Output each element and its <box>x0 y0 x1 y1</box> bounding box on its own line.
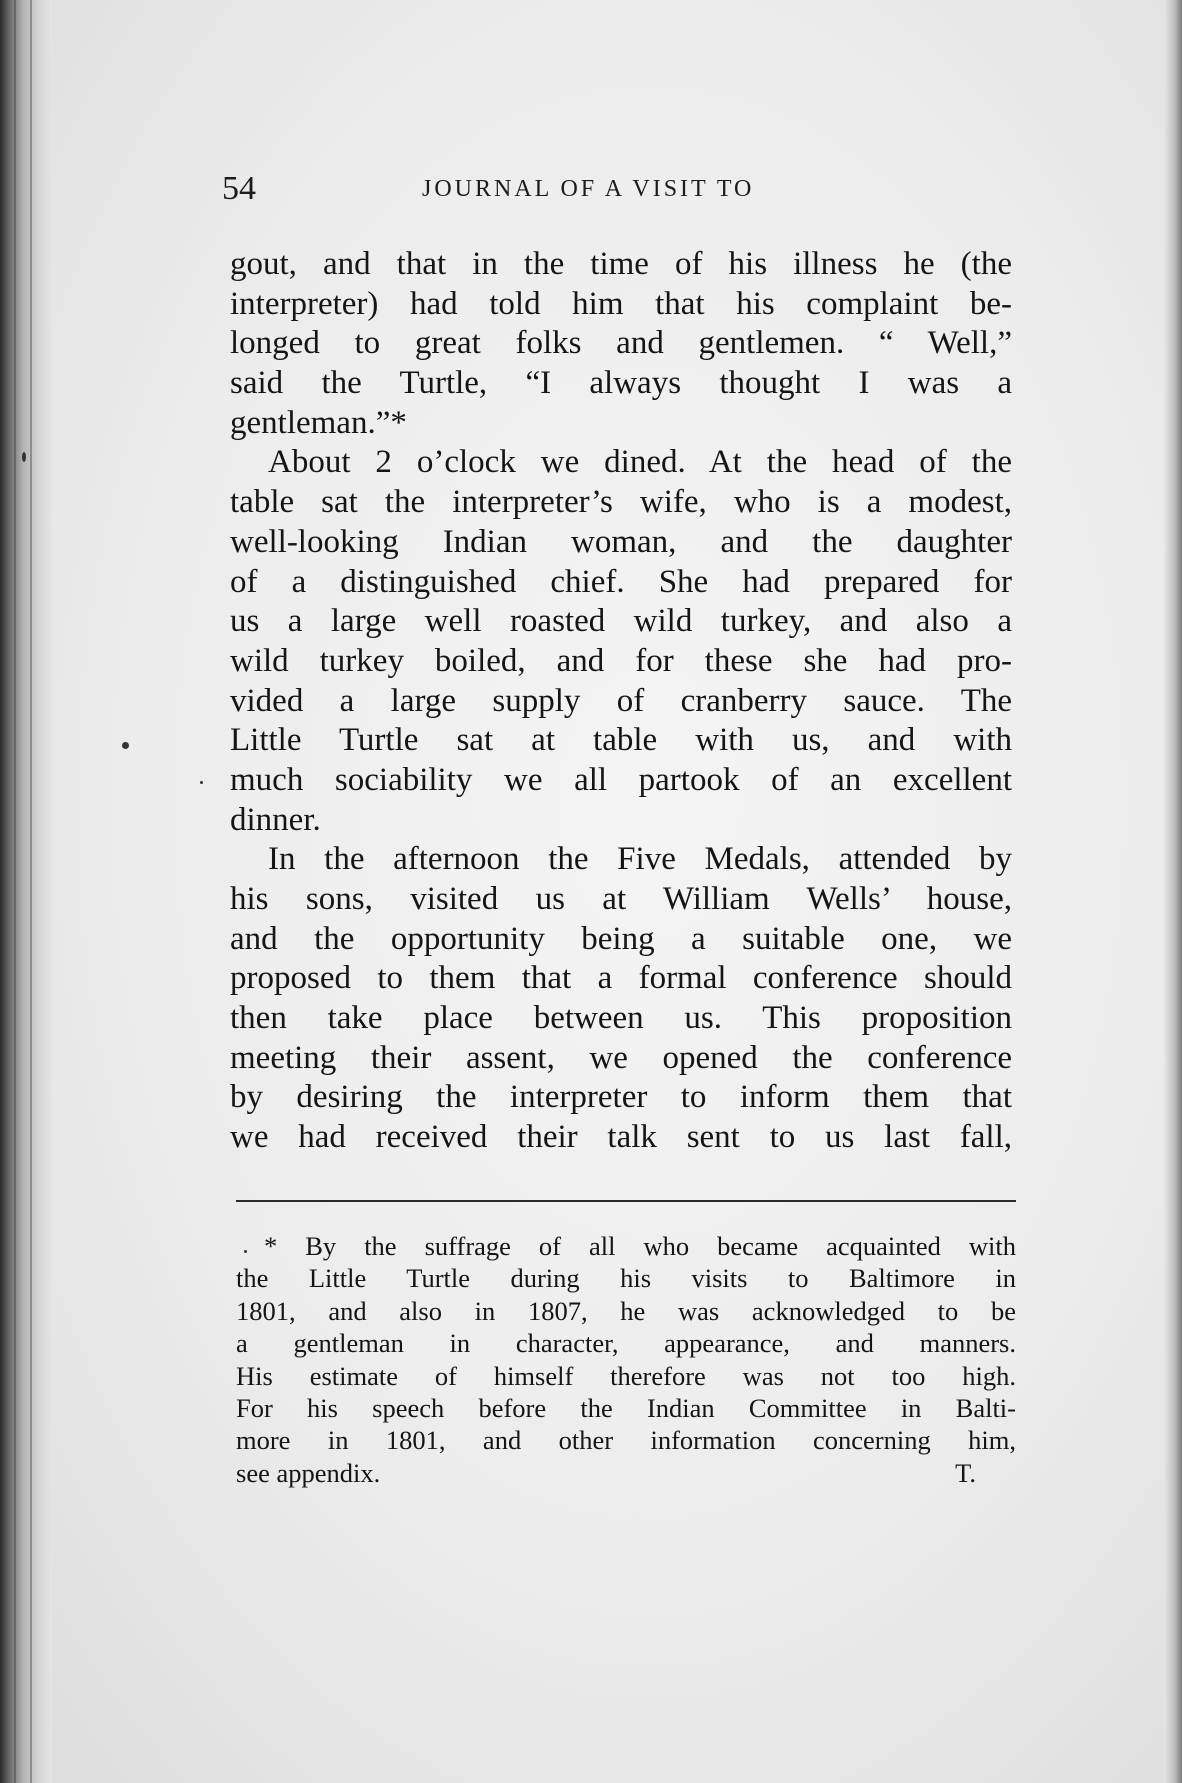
footnote-line: For his speech before the Indian Committee in Balti- <box>236 1392 1016 1423</box>
text-line: gentleman.”* <box>230 404 407 441</box>
text-line: dinner. <box>230 801 321 838</box>
spine-crease <box>30 0 32 1783</box>
text-line: said the Turtle, “I always thought I was a <box>230 365 1012 402</box>
text-line: Little Turtle sat at table with us, and with <box>230 722 1012 759</box>
text-line: proposed to them that a formal conference should <box>230 960 1012 997</box>
text-line: wild turkey boiled, and for these she had pro- <box>230 642 1012 679</box>
footnote-line: His estimate of himself therefore was not too high. <box>236 1360 1016 1391</box>
page-header <box>222 170 1014 218</box>
footnote-rule <box>236 1200 1016 1202</box>
page-number: 54 <box>222 170 256 207</box>
text-line: and the opportunity being a suitable one, we <box>230 920 1012 957</box>
text-line: then take place between us. This proposition <box>230 1000 1012 1037</box>
paper-speck <box>122 742 129 749</box>
text-line: gout, and that in the time of his illness he (the <box>230 246 1012 282</box>
text-line: In the afternoon the Five Medals, attended by <box>268 841 1012 878</box>
text-line: of a distinguished chief. She had prepared for <box>230 563 1012 600</box>
footnote-line: more in 1801, and other information concerning him, <box>236 1425 1016 1456</box>
footnote-line: 1801, and also in 1807, he was acknowledged to be <box>236 1295 1016 1326</box>
text-line: by desiring the interpreter to inform them that <box>230 1079 1012 1116</box>
footnote-line: the Little Turtle during his visits to Baltimore in <box>236 1263 1016 1294</box>
paper-speck <box>22 452 26 462</box>
text-line: much sociability we all partook of an excellent <box>230 761 1012 798</box>
footnote-signature: T. <box>955 1457 976 1488</box>
text-line: table sat the interpreter’s wife, who is a modest, <box>230 484 1012 521</box>
book-spine-shadow <box>0 0 52 1783</box>
footnote-line: * By the suffrage of all who became acquainted with <box>264 1231 1016 1261</box>
footnote <box>236 1230 1016 1489</box>
body-text <box>230 245 1012 1158</box>
paper-speck <box>244 1250 247 1253</box>
text-line: longed to great folks and gentlemen. “ Well,” <box>230 325 1012 362</box>
running-head: JOURNAL OF A VISIT TO <box>422 176 755 202</box>
text-line: vided a large supply of cranberry sauce. The <box>230 682 1012 719</box>
text-line: interpreter) had told him that his complaint be- <box>230 285 1012 322</box>
footnote-line: a gentleman in character, appearance, and manners. <box>236 1328 1016 1359</box>
paper-speck <box>200 781 203 784</box>
text-line: his sons, visited us at William Wells’ house, <box>230 881 1012 917</box>
page-edge-shadow <box>1164 0 1182 1783</box>
footnote-last-line <box>236 1457 1016 1489</box>
text-line: meeting their assent, we opened the conference <box>230 1039 1012 1076</box>
text-line: we had received their talk sent to us last fall, <box>230 1119 1012 1156</box>
text-line: us a large well roasted wild turkey, and also a <box>230 603 1012 640</box>
footnote-line: see appendix. <box>236 1457 381 1488</box>
spine-crease <box>14 0 16 1783</box>
text-line: well-looking Indian woman, and the daughter <box>230 523 1012 560</box>
text-line: About 2 o’clock we dined. At the head of the <box>268 444 1012 481</box>
